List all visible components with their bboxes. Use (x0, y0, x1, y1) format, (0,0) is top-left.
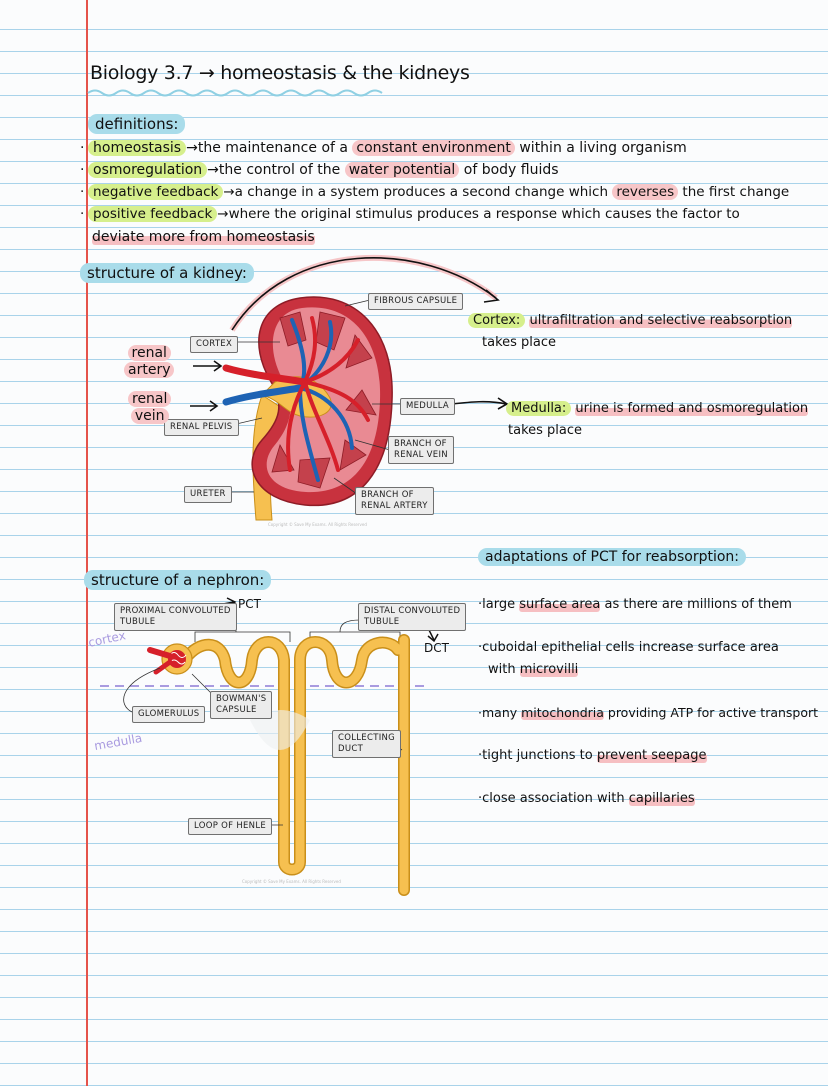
medulla-note-line2: takes place (508, 423, 583, 438)
label-branch-renal-artery: BRANCH OF RENAL ARTERY (355, 487, 434, 515)
adaptation-surface-area: ·large surface area as there are millions of them (478, 597, 792, 612)
hand-label-medulla: medulla (93, 730, 144, 754)
adaptation-tight-junctions: ·tight junctions to prevent seepage (478, 748, 707, 763)
definition-positive-feedback-continued: deviate more from homeostasis (92, 229, 315, 245)
glomerulus-shape (168, 650, 186, 668)
cortex-note: Cortex: ultrafiltration and selective reabsorption (468, 310, 792, 332)
adaptations-heading: adaptations of PCT for reabsorption: (478, 549, 746, 565)
label-branch-renal-vein: BRANCH OF RENAL VEIN (388, 436, 454, 464)
nephron-copyright: Copyright © Save My Exams. All Rights Reserved (242, 879, 341, 884)
label-cortex: CORTEX (190, 336, 238, 353)
adaptation-microvilli: ·cuboidal epithelial cells increase surface area (478, 640, 779, 655)
adaptation-mitochondria: ·many mitochondria providing ATP for active transport (478, 705, 819, 720)
cortex-note-line2: takes place (482, 335, 557, 350)
label-proximal-convoluted-tubule: PROXIMAL CONVOLUTED TUBULE (114, 603, 237, 631)
label-bowmans-capsule: BOWMAN'S CAPSULE (210, 691, 272, 719)
definitions-heading: definitions: (88, 115, 185, 133)
label-medulla: MEDULLA (400, 398, 455, 415)
hand-label-pct: PCT (238, 597, 261, 611)
hand-label-cortex: cortex (86, 628, 127, 650)
label-distal-convoluted-tubule: DISTAL CONVOLUTED TUBULE (358, 603, 466, 631)
label-fibrous-capsule: FIBROUS CAPSULE (368, 293, 463, 310)
hand-label-renal-vein: renal vein (128, 391, 171, 425)
label-loop-of-henle: LOOP OF HENLE (188, 818, 272, 835)
medulla-note: Medulla: urine is formed and osmoregulation (506, 398, 808, 420)
adaptation-microvilli-line2: with microvilli (488, 662, 579, 677)
label-renal-pelvis: RENAL PELVIS (164, 419, 239, 436)
nephron-tubule (186, 640, 404, 890)
nephron-heading: structure of a nephron: (84, 571, 271, 589)
label-glomerulus: GLOMERULUS (132, 706, 205, 723)
definition-positive-feedback: · positive feedback →where the original stimulus produces a response which causes the factor to (80, 206, 740, 222)
hand-label-renal-artery: renal artery (124, 345, 174, 379)
definition-osmoregulation: · osmoregulation →the control of the water potential of body fluids (80, 162, 559, 178)
adaptation-capillaries: ·close association with capillaries (478, 791, 695, 806)
label-ureter: URETER (184, 486, 232, 503)
label-collecting-duct: COLLECTING DUCT (332, 730, 401, 758)
kidney-heading: structure of a kidney: (80, 264, 254, 282)
definition-negative-feedback: · negative feedback →a change in a system produces a second change which reverses the first change (80, 184, 790, 200)
definition-homeostasis: · homeostasis →the maintenance of a constant environment within a living organism (80, 140, 687, 156)
page-title: Biology 3.7 → homeostasis & the kidneys (90, 62, 470, 84)
hand-label-dct: DCT (424, 641, 449, 655)
kidney-copyright: Copyright © Save My Exams. All Rights Reserved (268, 522, 367, 527)
